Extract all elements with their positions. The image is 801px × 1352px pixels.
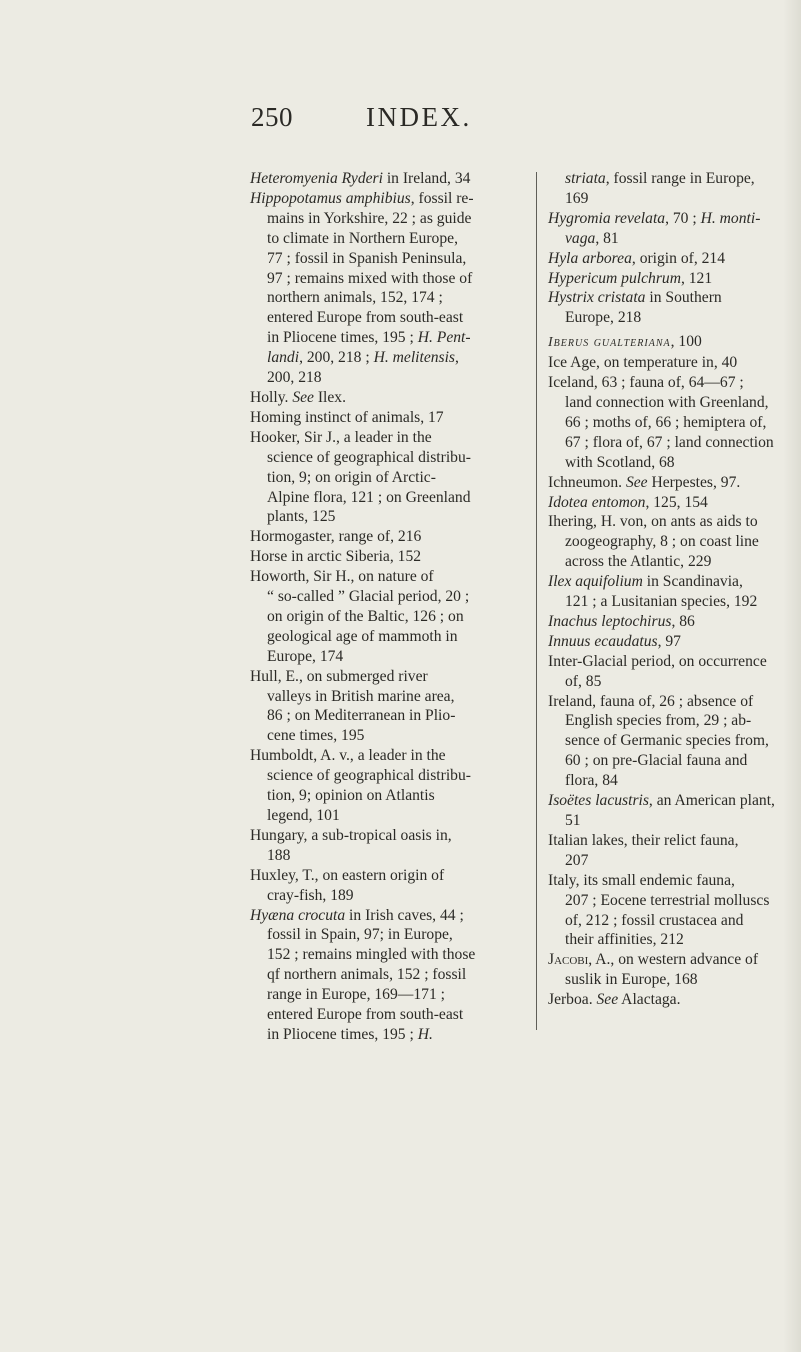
index-text: in Pliocene times, 195 ; (267, 329, 418, 347)
index-text: in Pliocene times, 195 ; (267, 1025, 418, 1043)
index-term-italic: Heteromyenia Ryderi (250, 170, 383, 187)
index-line (250, 408, 528, 428)
index-line (548, 373, 780, 393)
index-line (250, 786, 528, 806)
index-text: land connection with Greenland, (565, 393, 769, 411)
index-line (548, 990, 780, 1010)
index-text: plants, 125 (267, 508, 336, 526)
index-line (548, 612, 780, 632)
index-term-italic: Isoëtes lacustris (548, 792, 649, 810)
index-text: in Scandinavia, (642, 573, 743, 591)
index-text: science of geographical distribu- (267, 767, 471, 785)
index-text: 152 ; remains mingled with those (267, 946, 476, 964)
index-text: 207 ; Eocene terrestrial molluscs (565, 891, 770, 909)
index-line (250, 846, 528, 866)
index-term-italic: vaga (565, 229, 596, 247)
index-text: with Scotland, 68 (565, 453, 675, 471)
index-line (548, 413, 780, 433)
index-line (548, 831, 780, 851)
index-text: Howorth, Sir H., on nature of (250, 568, 434, 586)
index-text: cene times, 195 (267, 727, 365, 745)
index-text: , 100 (670, 333, 702, 351)
index-text: zoogeography, 8 ; on coast line (565, 533, 759, 551)
index-line (250, 488, 528, 508)
index-line (548, 532, 780, 552)
index-text: 66 ; moths of, 66 ; hemiptera of, (565, 413, 767, 431)
index-line (250, 925, 528, 945)
index-text: northern animals, 152, 174 ; (267, 289, 443, 307)
index-text: entered Europe from south-east (267, 309, 464, 327)
index-text: , fossil range in Europe, (605, 170, 755, 187)
index-text: range in Europe, 169—171 ; (267, 986, 445, 1004)
index-line (548, 453, 780, 473)
index-line (250, 229, 528, 249)
index-line (250, 288, 528, 308)
index-text: “ so-called ” Glacial period, 20 ; (267, 588, 470, 606)
index-line (250, 348, 528, 368)
index-text: Hungary, a sub-tropical oasis in, (250, 826, 452, 844)
index-term-italic: See (596, 991, 619, 1009)
index-line (548, 871, 780, 891)
index-text: , fossil re- (410, 189, 474, 207)
index-line (250, 667, 528, 687)
index-text: to climate in Northern Europe, (267, 229, 458, 247)
index-text: 169 (565, 189, 589, 207)
index-line (250, 1025, 528, 1045)
column-divider (536, 172, 537, 1030)
page-edge-shadow (783, 0, 801, 1352)
index-text: tion, 9; opinion on Atlantis (267, 787, 435, 805)
index-line (548, 911, 780, 931)
index-text: across the Atlantic, 229 (565, 553, 712, 571)
index-text: 121 ; a Lusitanian species, 192 (565, 593, 758, 611)
index-term-italic: Hypericum pulchrum (548, 269, 681, 287)
index-text: , origin of, 214 (631, 249, 726, 267)
index-term-italic: striata (565, 170, 606, 187)
index-text: Ichneumon. (548, 473, 626, 491)
index-text: qf northern animals, 152 ; fossil (267, 966, 467, 984)
index-text: , 81 (595, 229, 619, 247)
index-line (250, 527, 528, 547)
index-text: entered Europe from south-east (267, 1006, 464, 1024)
index-line (548, 672, 780, 692)
index-line (250, 368, 528, 388)
index-text: 60 ; on pre-Glacial fauna and (565, 752, 748, 770)
index-text: on origin of the Baltic, 126 ; on (267, 607, 464, 625)
index-text: in Ireland, 34 (382, 170, 471, 187)
index-text: Hooker, Sir J., a leader in the (250, 428, 432, 446)
index-line (250, 965, 528, 985)
index-line (250, 189, 528, 209)
index-line (548, 950, 780, 970)
index-text: Iceland, 63 ; fauna of, 64—67 ; (548, 374, 744, 392)
index-term-italic: Hippopotamus amphibius (250, 189, 411, 207)
index-line (548, 771, 780, 791)
index-line (548, 552, 780, 572)
index-line (250, 906, 528, 926)
index-line (548, 711, 780, 731)
index-line (548, 433, 780, 453)
index-text: cray-fish, 189 (267, 886, 354, 904)
index-term-italic: Idotea entomon (548, 493, 646, 511)
index-line (250, 945, 528, 965)
index-line (250, 547, 528, 567)
index-term-italic: Hyæna crocuta (250, 906, 346, 924)
index-text: mains in Yorkshire, 22 ; as guide (267, 209, 472, 227)
index-line (548, 751, 780, 771)
index-text: tion, 9; on origin of Arctic- (267, 468, 436, 486)
index-line (548, 169, 780, 189)
index-text: , 121 (680, 269, 713, 287)
index-text: fossil in Spain, 97; in Europe, (267, 926, 453, 944)
index-text: Homing instinct of animals, 17 (250, 408, 444, 426)
index-text: legend, 101 (267, 807, 340, 824)
running-title: INDEX. (366, 102, 472, 132)
index-text: Alpine flora, 121 ; on Greenland (267, 488, 471, 506)
index-line (250, 507, 528, 527)
index-line (250, 428, 528, 448)
index-line (250, 886, 528, 906)
index-text: their affinities, 212 (565, 931, 684, 949)
index-term-italic: H. (417, 1025, 433, 1043)
index-line (250, 806, 528, 826)
index-text: Humboldt, A. v., a leader in the (250, 747, 446, 765)
index-text: Ihering, H. von, on ants as aids to (548, 513, 758, 531)
index-line (250, 985, 528, 1005)
index-term-italic: H. Pent- (417, 329, 471, 347)
index-text: 67 ; flora of, 67 ; land connection (565, 433, 774, 451)
index-text: , 125, 154 (645, 493, 708, 511)
index-text: Europe, 174 (267, 647, 344, 665)
index-term-italic: landi (267, 349, 300, 367)
index-text: science of geographical distribu- (267, 448, 471, 466)
index-text: valleys in British marine area, (267, 687, 455, 705)
index-text: 207 (565, 851, 589, 869)
index-line (548, 249, 780, 269)
index-line (548, 353, 780, 373)
index-line (250, 567, 528, 587)
index-text: flora, 84 (565, 772, 618, 790)
index-line (548, 652, 780, 672)
index-line (250, 169, 528, 189)
index-line (548, 288, 780, 308)
index-text: , an American plant, (648, 792, 775, 810)
index-line (548, 731, 780, 751)
index-text: Ireland, fauna of, 26 ; absence of (548, 692, 754, 710)
index-line (250, 866, 528, 886)
index-column-right (548, 169, 780, 1010)
index-line (548, 592, 780, 612)
index-text: geological age of mammoth in (267, 627, 458, 645)
index-term-smallcaps: ana (648, 335, 671, 351)
index-line (548, 572, 780, 592)
index-text: Huxley, T., on eastern origin of (250, 866, 445, 884)
index-text: , 97 (657, 632, 681, 650)
index-text: 97 ; remains mixed with those of (267, 269, 473, 287)
index-column-left (250, 169, 528, 1045)
index-line (548, 692, 780, 712)
index-line (548, 229, 780, 249)
index-line (548, 189, 780, 209)
index-text: Jerboa. (548, 991, 597, 1009)
index-text: Ice Age, on temperature in, 40 (548, 354, 738, 372)
index-text: 200, 218 (267, 369, 322, 387)
index-text: suslik in Europe, 168 (565, 971, 698, 989)
index-text: , 200, 218 ; (299, 349, 374, 367)
index-line (250, 328, 528, 348)
index-line (548, 930, 780, 950)
index-line (548, 308, 780, 328)
page-number: 250 (251, 102, 293, 132)
index-text: Inter-Glacial period, on occurrence (548, 652, 767, 670)
index-line (250, 448, 528, 468)
index-line (548, 891, 780, 911)
index-line (548, 209, 780, 229)
index-text: Herpestes, 97. (647, 473, 741, 491)
index-line (250, 209, 528, 229)
index-line (250, 388, 528, 408)
index-line (250, 1005, 528, 1025)
index-line (548, 269, 780, 289)
index-text: Holly. (250, 388, 293, 406)
index-text: 188 (267, 846, 291, 864)
index-line (250, 687, 528, 707)
index-text: in Southern (645, 289, 722, 307)
index-text: Alactaga. (618, 991, 681, 1009)
index-line (250, 706, 528, 726)
index-line (250, 587, 528, 607)
index-line (548, 970, 780, 990)
index-term-caps: Jacobi (548, 951, 589, 969)
index-line (548, 473, 780, 493)
index-term-italic: Hystrix cristata (548, 289, 646, 307)
index-text: Hull, E., on submerged river (250, 667, 428, 685)
index-text: , 86 (671, 612, 695, 630)
index-text: Europe, 218 (565, 309, 642, 327)
index-line (250, 746, 528, 766)
index-line (548, 512, 780, 532)
index-text: Horse in arctic Siberia, 152 (250, 548, 422, 566)
index-line (250, 249, 528, 269)
index-text: Italian lakes, their relict fauna, (548, 831, 739, 849)
index-line (548, 332, 780, 353)
index-text: Ilex. (313, 388, 346, 406)
index-text: of, 212 ; fossil crustacea and (565, 911, 744, 929)
index-term-italic: Hygromia revelata (548, 209, 666, 227)
index-text: 86 ; on Mediterranean in Plio- (267, 707, 456, 725)
index-text: Italy, its small endemic fauna, (548, 871, 735, 889)
index-line (250, 269, 528, 289)
index-line (250, 647, 528, 667)
index-text: , A., on western advance of (588, 951, 759, 969)
index-line (548, 393, 780, 413)
index-line (548, 632, 780, 652)
index-line (250, 627, 528, 647)
index-text: , 70 ; (665, 209, 701, 227)
index-term-italic: Ilex aquifolium (548, 573, 643, 591)
page-header (0, 102, 801, 142)
index-text: Hormogaster, range of, 216 (250, 528, 422, 546)
index-text: of, 85 (565, 672, 602, 690)
index-term-italic: Hyla arborea (548, 249, 632, 267)
index-term-italic: H. melitensis (373, 349, 456, 367)
index-text: English species from, 29 ; ab- (565, 712, 752, 730)
index-term-italic: See (625, 473, 648, 491)
index-line (250, 766, 528, 786)
index-line (250, 607, 528, 627)
index-line (548, 791, 780, 811)
index-line (250, 826, 528, 846)
index-text: 51 (565, 812, 581, 829)
index-term-italic: Innuus ecaudatus (548, 632, 658, 650)
index-line (250, 308, 528, 328)
index-line (548, 493, 780, 513)
index-text: sence of Germanic species from, (565, 732, 769, 750)
index-term-italic: H. monti- (700, 209, 761, 227)
index-term-italic: Inachus leptochirus (548, 612, 672, 630)
index-line (250, 726, 528, 746)
index-text: 77 ; fossil in Spanish Peninsula, (267, 249, 467, 267)
index-line (548, 811, 780, 831)
index-text: in Irish caves, 44 ; (345, 906, 464, 924)
index-text: , (455, 349, 459, 367)
index-term-italic: See (292, 388, 314, 406)
index-term-smallcaps: Iberus gualteri (548, 335, 649, 351)
index-line (548, 851, 780, 871)
index-line (250, 468, 528, 488)
